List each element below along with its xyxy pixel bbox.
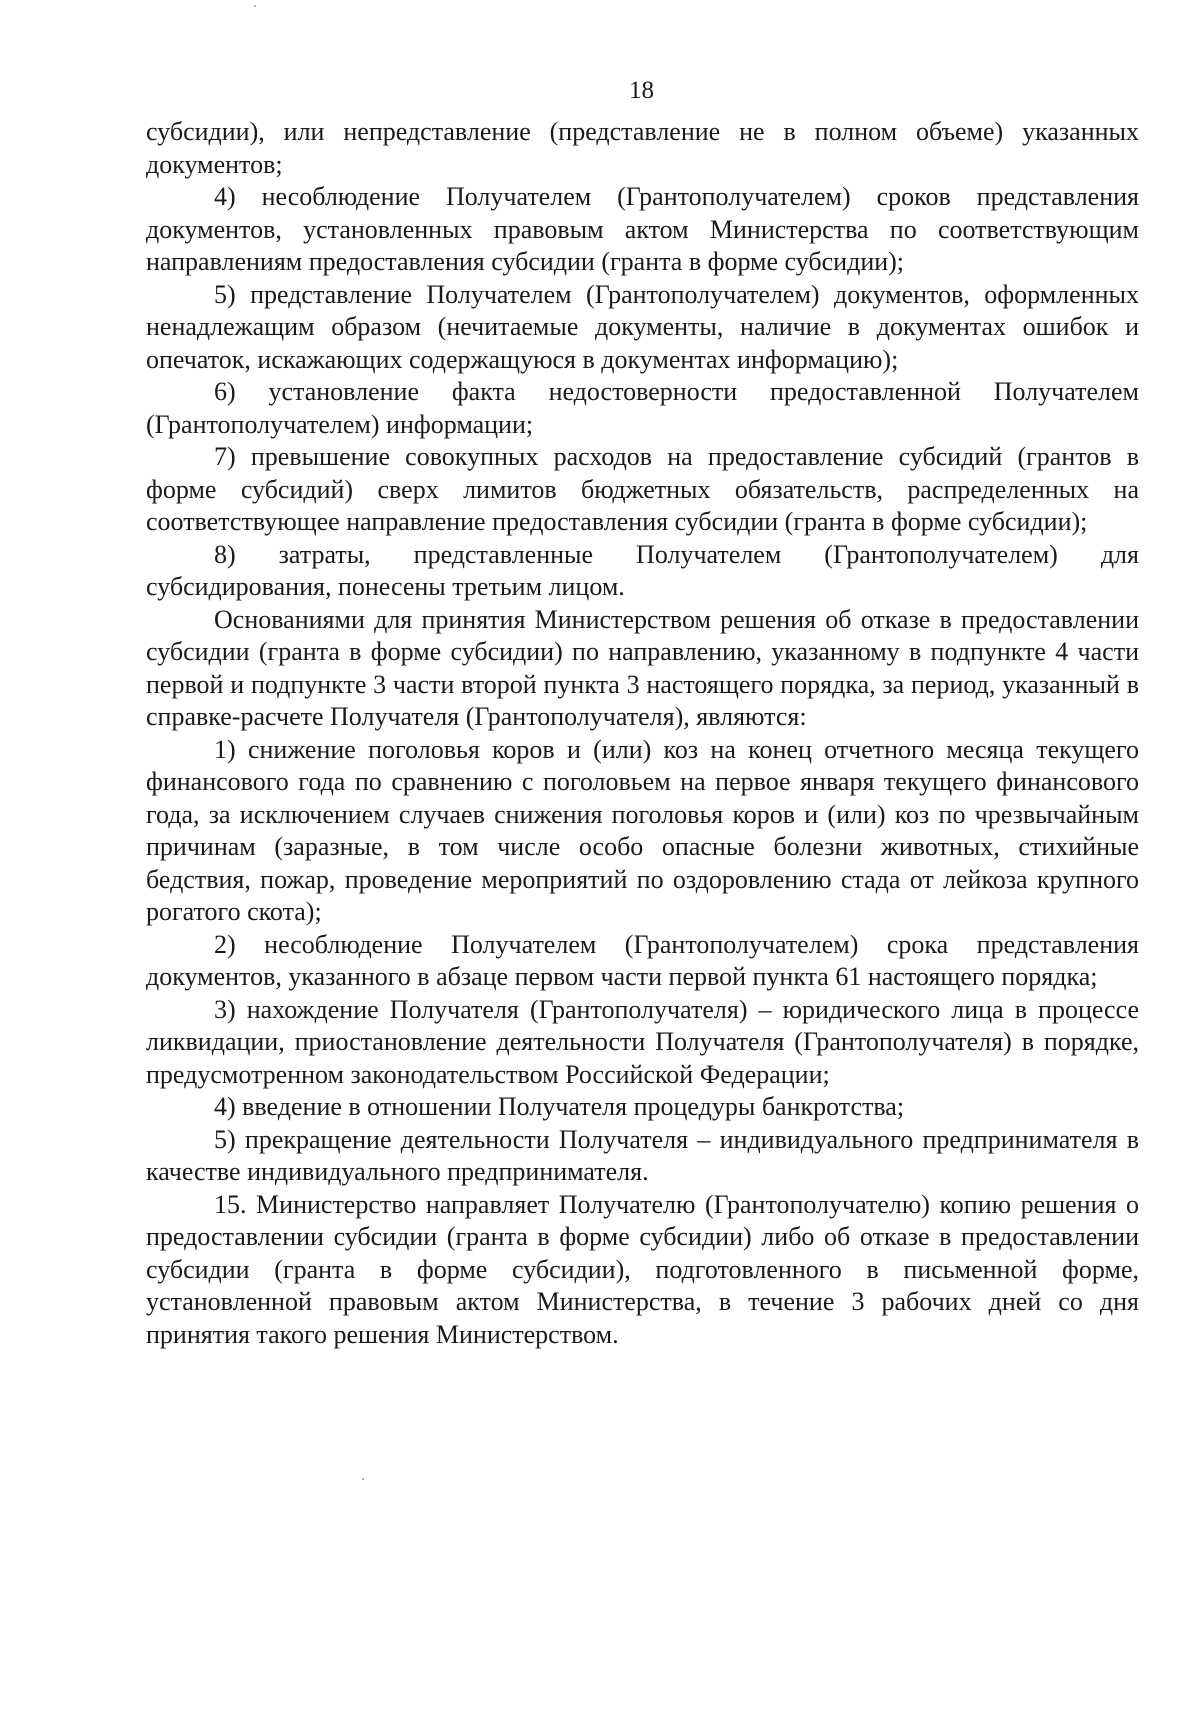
refusal-grounds-intro: Основаниями для принятия Министерством решения об отказе в предоставлении субсидии (гранта в форме субсидии) по направлению, указанному в подпункте 4 части первой и подпункте 3 части второй пункта 3 настоящего порядка, за период, указанный в справке-расчете Получателя (Грантополучателя), являются: bbox=[146, 604, 1139, 731]
scan-speck bbox=[362, 1478, 364, 1480]
refusal-item-1-livestock-decrease: 1) снижение поголовья коров и (или) коз на конец отчетного месяца текущего финансового года по сравнению с поголовьем на первое января текущего финансового года, за исключением случаев снижения поголовья коров и (или) коз по чрезвычайным причинам (заразные, в том числе особо опасные болезни животных, стихийные бедствия, пожар, проведение мероприятий по оздоровлению стада от лейкоза крупного рогатого скота); bbox=[146, 734, 1139, 926]
refusal-item-5-entrepreneur-termination: 5) прекращение деятельности Получателя – индивидуального предпринимателя в качестве индивидуального предпринимателя. bbox=[146, 1124, 1139, 1186]
page-number: 18 bbox=[629, 77, 654, 104]
document-body bbox=[146, 116, 1139, 1351]
list-item-7-limit-exceeded: 7) превышение совокупных расходов на предоставление субсидий (грантов в форме субсидий) сверх лимитов бюджетных обязательств, распределенных на соответствующее направление предоставления субсидии (гранта в форме субсидии); bbox=[146, 442, 1139, 536]
list-item-5-improper-documents: 5) представление Получателем (Грантополучателем) документов, оформленных ненадлежащим образом (нечитаемые документы, наличие в документах ошибок и опечаток, искажающих содержащуюся в документах информацию); bbox=[146, 279, 1139, 374]
clause-15-decision-notice: 15. Министерство направляет Получателю (Грантополучателю) копию решения о предоставлении субсидии (гранта в форме субсидии) либо об отказе в предоставлении субсидии (гранта в форме субсидии), подготовленного в письменной форме, установленной правовым актом Министерства, в течение 3 рабочих дней со дня принятия такого решения Министерством. bbox=[146, 1189, 1139, 1349]
paragraph-continuation: субсидии), или непредставление (представление не в полном объеме) указанных документов; bbox=[146, 117, 1139, 179]
list-item-4-documents-deadline: 4) несоблюдение Получателем (Грантополучателем) сроков представления документов, установленных правовым актом Министерства по соответствующим направлениям предоставления субсидии (гранта в форме субсидии); bbox=[146, 182, 1139, 276]
refusal-item-3-liquidation: 3) нахождение Получателя (Грантополучателя) – юридического лица в процессе ликвидации, приостановление деятельности Получателя (Грантополучателя) в порядке, предусмотренном законодательством Российской Федерации; bbox=[146, 994, 1139, 1089]
list-item-8-third-party-costs: 8) затраты, представленные Получателем (Грантополучателем) для субсидирования, понесены третьим лицом. bbox=[146, 539, 1139, 601]
scan-speck bbox=[254, 5, 256, 7]
list-item-6-false-information: 6) установление факта недостоверности предоставленной Получателем (Грантополучателем) информации; bbox=[146, 377, 1139, 439]
refusal-item-4-bankruptcy: 4) введение в отношении Получателя процедуры банкротства; bbox=[214, 1092, 905, 1121]
refusal-item-2-deadline: 2) несоблюдение Получателем (Грантополучателем) срока представления документов, указанного в абзаце первом части первой пункта 61 настоящего порядка; bbox=[146, 929, 1139, 991]
